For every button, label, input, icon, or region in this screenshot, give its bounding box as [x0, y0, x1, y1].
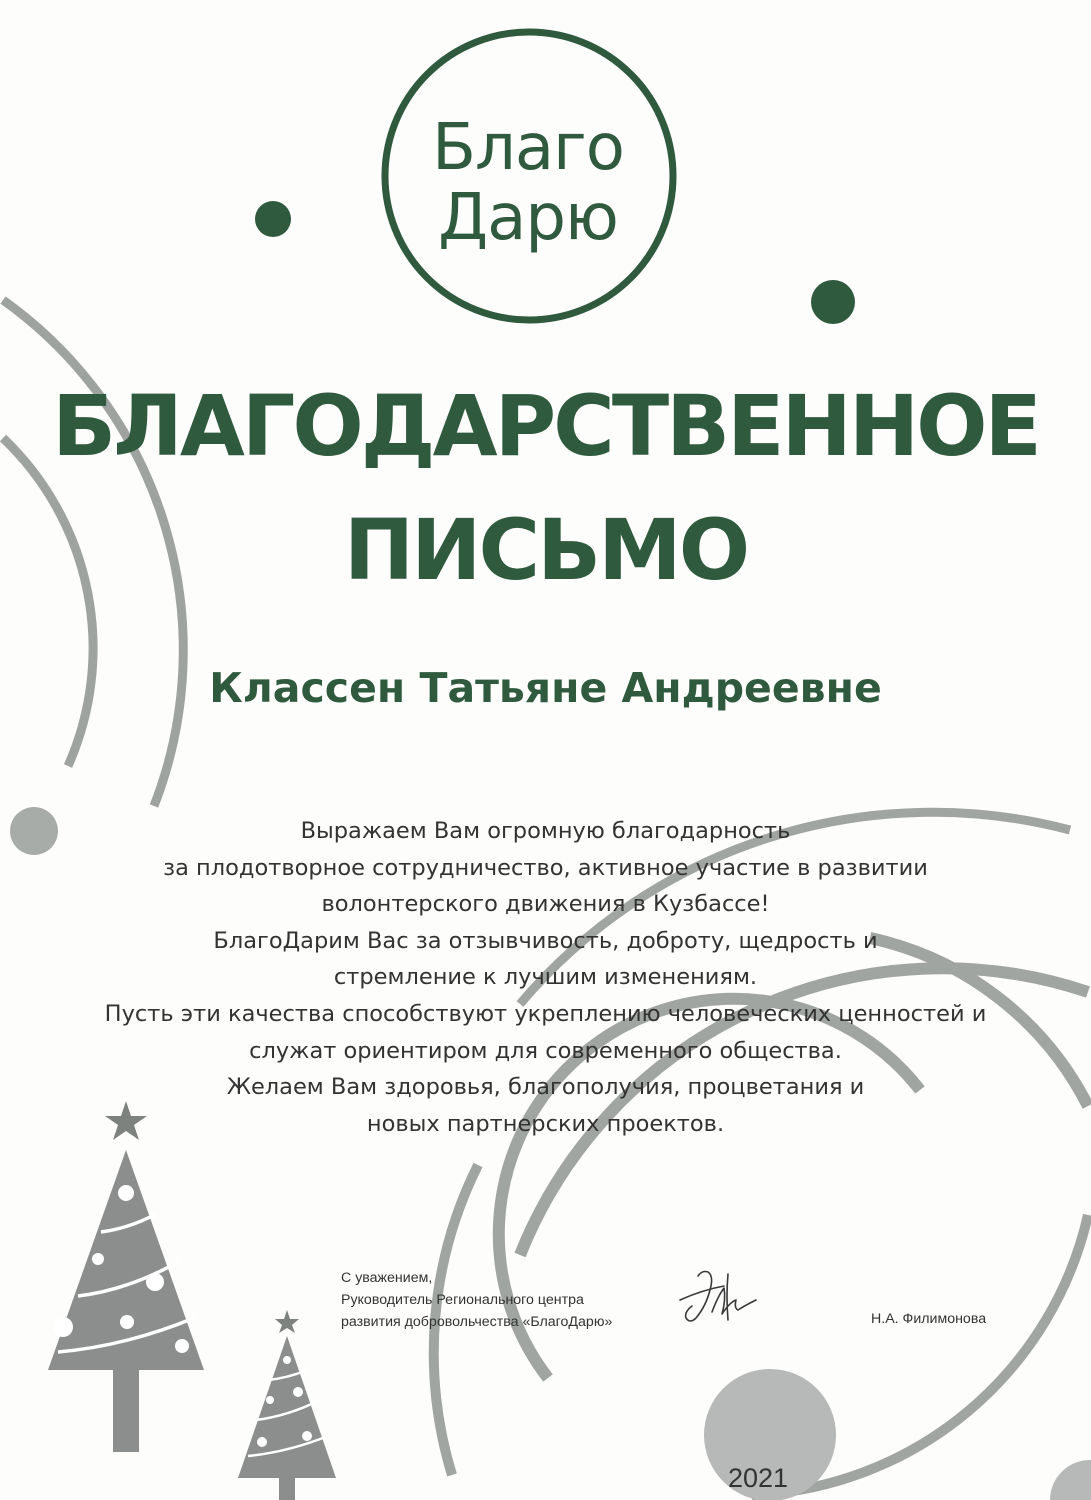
small-star-icon	[275, 1310, 299, 1333]
green-dot-right	[811, 280, 855, 324]
position-line: Руководитель Регионального центра	[341, 1292, 584, 1308]
body-line: стремление к лучшим изменениям.	[333, 964, 758, 991]
body-line: служат ориентиром для современного общества.	[249, 1037, 842, 1064]
body-text	[30, 813, 1061, 1142]
body-line: новых партнерских проектов.	[366, 1110, 725, 1137]
document-title-line2: ПИСЬМО	[343, 501, 748, 599]
signer-name: Н.А. Филимонова	[871, 1311, 987, 1327]
small-christmas-tree-icon	[238, 1310, 336, 1500]
year-label: 2021	[728, 1463, 789, 1493]
orbit-planet-bottom-right	[1050, 1460, 1091, 1500]
logo-text-daryu: Дарю	[438, 181, 618, 255]
body-line: за плодотворное сотрудничество, активное участие в развитии	[163, 854, 928, 881]
christmas-tree-icon	[48, 1101, 204, 1452]
green-dot-left	[255, 201, 291, 237]
document-title-line1: БЛАГОДАРСТВЕННОЕ	[52, 377, 1039, 475]
body-line: Выражаем Вам огромную благодарность	[300, 818, 791, 844]
organization-line: развития добровольчества «БлагоДарю»	[341, 1314, 613, 1330]
closing-line: С уважением,	[341, 1270, 433, 1286]
body-line: БлагоДарим Вас за отзывчивость, доброту, щедрость и	[213, 927, 878, 954]
body-line: волонтерского движения в Кузбассе!	[321, 891, 770, 918]
orbit-arc-inner	[3, 438, 93, 766]
signature-block	[341, 1267, 612, 1333]
recipient-name: Классен Татьяне Андреевне	[209, 664, 882, 712]
logo-text-blago: Благо	[432, 111, 624, 185]
signature-icon	[672, 1266, 764, 1336]
body-line: Пусть эти качества способствуют укреплению человеческих ценностей и	[104, 1000, 987, 1027]
body-line: Желаем Вам здоровья, благополучия, процветания и	[226, 1074, 865, 1101]
